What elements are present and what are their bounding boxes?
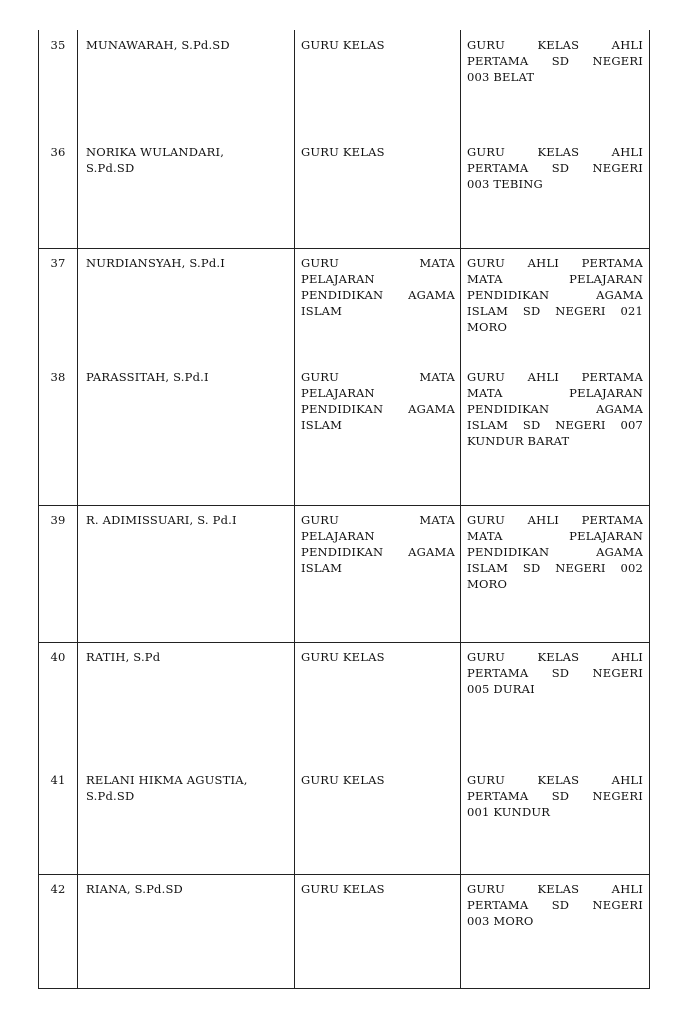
row-divider bbox=[39, 505, 649, 506]
position: GURU KELAS bbox=[301, 650, 385, 664]
employee-name: RATIH, S.Pd bbox=[86, 650, 161, 664]
assignment-unit: GURU KELAS AHLI PERTAMA SD NEGERI 003 MORO bbox=[467, 882, 643, 928]
position: GURU KELAS bbox=[301, 882, 385, 896]
assignment-unit: GURU AHLI PERTAMA MATA PELAJARAN PENDIDIKAN AGAMA ISLAM SD NEGERI 021 MORO bbox=[467, 256, 643, 334]
assignment-unit: GURU KELAS AHLI PERTAMA SD NEGERI 001 KUNDUR bbox=[467, 773, 643, 819]
assignment-unit: GURU KELAS AHLI PERTAMA SD NEGERI 005 DURAI bbox=[467, 650, 643, 696]
column-divider bbox=[294, 30, 295, 988]
position: GURU KELAS bbox=[301, 38, 385, 52]
employee-name: RELANI HIKMA AGUSTIA, S.Pd.SD bbox=[86, 773, 248, 803]
row-divider bbox=[39, 248, 649, 249]
column-divider bbox=[460, 30, 461, 988]
row-divider bbox=[39, 642, 649, 643]
employee-name: R. ADIMISSUARI, S. Pd.I bbox=[86, 513, 237, 527]
row-number: 42 bbox=[50, 882, 66, 896]
row-number: 36 bbox=[50, 145, 66, 159]
assignment-unit: GURU AHLI PERTAMA MATA PELAJARAN PENDIDIKAN AGAMA ISLAM SD NEGERI 007 KUNDUR BARAT bbox=[467, 370, 643, 448]
position: GURU MATA PELAJARAN PENDIDIKAN AGAMA ISLAM bbox=[301, 513, 455, 575]
position: GURU MATA PELAJARAN PENDIDIKAN AGAMA ISLAM bbox=[301, 370, 455, 432]
position: GURU MATA PELAJARAN PENDIDIKAN AGAMA ISLAM bbox=[301, 256, 455, 318]
row-number: 38 bbox=[50, 370, 66, 384]
column-divider bbox=[77, 30, 78, 988]
employee-name: NURDIANSYAH, S.Pd.I bbox=[86, 256, 225, 270]
row-number: 41 bbox=[50, 773, 66, 787]
row-number: 39 bbox=[50, 513, 66, 527]
assignment-unit: GURU KELAS AHLI PERTAMA SD NEGERI 003 TEBING bbox=[467, 145, 643, 191]
employee-table bbox=[38, 30, 650, 989]
position: GURU KELAS bbox=[301, 773, 385, 787]
row-number: 37 bbox=[50, 256, 66, 270]
employee-name: RIANA, S.Pd.SD bbox=[86, 882, 183, 896]
assignment-unit: GURU AHLI PERTAMA MATA PELAJARAN PENDIDIKAN AGAMA ISLAM SD NEGERI 002 MORO bbox=[467, 513, 643, 591]
position: GURU KELAS bbox=[301, 145, 385, 159]
row-divider bbox=[39, 874, 649, 875]
employee-name: NORIKA WULANDARI, S.Pd.SD bbox=[86, 145, 225, 175]
row-number: 40 bbox=[50, 650, 66, 664]
row-number: 35 bbox=[50, 38, 66, 52]
assignment-unit: GURU KELAS AHLI PERTAMA SD NEGERI 003 BELAT bbox=[467, 38, 643, 84]
employee-name: PARASSITAH, S.Pd.I bbox=[86, 370, 209, 384]
employee-name: MUNAWARAH, S.Pd.SD bbox=[86, 38, 230, 52]
